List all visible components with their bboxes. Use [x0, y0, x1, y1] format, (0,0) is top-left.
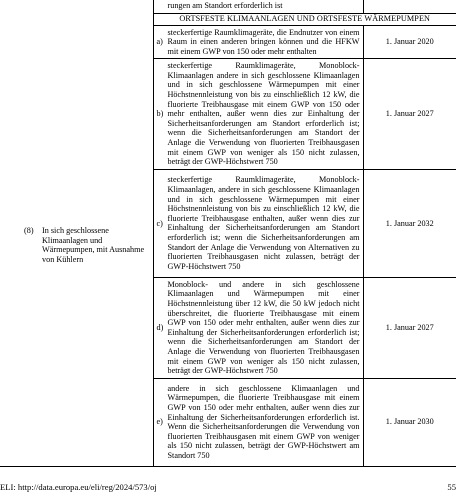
- page-number: 55: [447, 482, 456, 492]
- eli-link[interactable]: ELI: http://data.europa.eu/eli/reg/2024/573/oj: [0, 482, 157, 492]
- requirement-cell: [153, 277, 363, 378]
- section-title: ORTSFESTE KLIMAANLAGEN UND ORTSFESTE WÄRMEPUMPEN: [153, 13, 456, 25]
- continuation-row: [0, 0, 456, 13]
- requirement-text: steckerfertige Raumklimageräte, Monoblock-Klimaanlagen andere in sich geschlossene Klimaanlagen und in sich geschlossene Wärmepumpen mit einer Höchstnennleistung von bis zu einschließlich 12 kW, die fluorierte Treibhausgase mit einem GWP von 150 oder mehr enthalten, außer wenn dies zur Einhaltung der Sicherheitsanforderungen am Standort erforderlich ist; wenn die Sicherheitsanforderungen am Standort der Anlage die Verwendung von fluorierten Treibhausgasen mit einem GWP von weniger als 150 nicht zulassen, beträgt der GWP-Höchstwert 750: [167, 61, 360, 167]
- item-letter: d): [156, 322, 164, 332]
- requirement-cell: [153, 59, 363, 170]
- section-header-row: [0, 13, 456, 25]
- requirement-text: Monoblock- und andere in sich geschlossene Klimaanlagen und Wärmepumpen mit einer Höchstnennleistung über 12 kW, die 50 kW jedoch nicht überschreitet, die fluorierte Treibhausgase mit einem GWP von 150 oder mehr enthalten, außer wenn dies zur Einhaltung der Sicherheitsanforderungen erforderlich ist; wenn die Sicherheitsanforderungen am Standort der Anlage die Verwendung von fluorierten Treibhausgasen mit einem GWP von weniger als 150 nicht zulassen, beträgt der GWP-Höchstwert 750: [167, 279, 360, 376]
- category-cell: [0, 25, 153, 466]
- date-cell: 1. Januar 2030: [363, 378, 456, 466]
- requirement-cell: [153, 378, 363, 466]
- item-letter: b): [156, 109, 164, 119]
- category-text: In sich geschlossene Klimaanlagen und Wärmepumpen, mit Ausnahme von Kühlern: [42, 226, 145, 264]
- requirement-text: steckerfertige Raumklimageräte, die Endnutzer von einem Raum in einen anderen bringen können und die HFKW mit einem GWP von 150 oder mehr enthalten: [167, 27, 360, 56]
- requirement-text: steckerfertige Raumklimageräte, Monoblock-Klimaanlagen, andere in sich geschlossene Klimaanlagen und in sich geschlossene Wärmepumpen mit einer Höchstnennleistung von bis zu einschließlich 12 kW, die fluorierte Treibhausgase enthalten, außer wenn dies zur Einhaltung der Sicherheitsanforderungen am Standort erforderlich ist; wenn die Sicherheitsanforderungen am Standort der Anlage die Verwendung von Alternativen zu fluorierten Treibhausgasen nicht zulassen, beträgt der GWP-Höchstwert 750: [167, 175, 360, 271]
- date-cell: 1. Januar 2027: [363, 59, 456, 170]
- category-number: (8): [24, 226, 34, 236]
- date-cell: 1. Januar 2032: [363, 169, 456, 277]
- date-cell: 1. Januar 2027: [363, 277, 456, 378]
- requirement-cell: [153, 169, 363, 277]
- continuation-text: rungen am Standort erforderlich ist: [153, 0, 363, 13]
- item-letter: e): [156, 417, 163, 427]
- requirement-cell: [153, 25, 363, 59]
- item-letter: c): [156, 218, 163, 228]
- item-letter: a): [156, 37, 163, 47]
- date-cell: 1. Januar 2020: [363, 25, 456, 59]
- table-row: [0, 25, 456, 59]
- page-footer: [0, 474, 456, 500]
- requirement-text: andere in sich geschlossene Klimaanlagen und Wärmepumpen, die fluorierte Treibhausgase mit einem GWP von 150 oder mehr enthalten, außer wenn dies zur Einhaltung der Sicherheitsanforderungen erforderlich ist. Wenn die Sicherheitsanforderungen die Verwendung von fluorierten Treibhausgasen mit einem GWP von weniger als 150 nicht zulassen, beträgt der GWP-Höchstwert am Standort 750: [167, 383, 360, 461]
